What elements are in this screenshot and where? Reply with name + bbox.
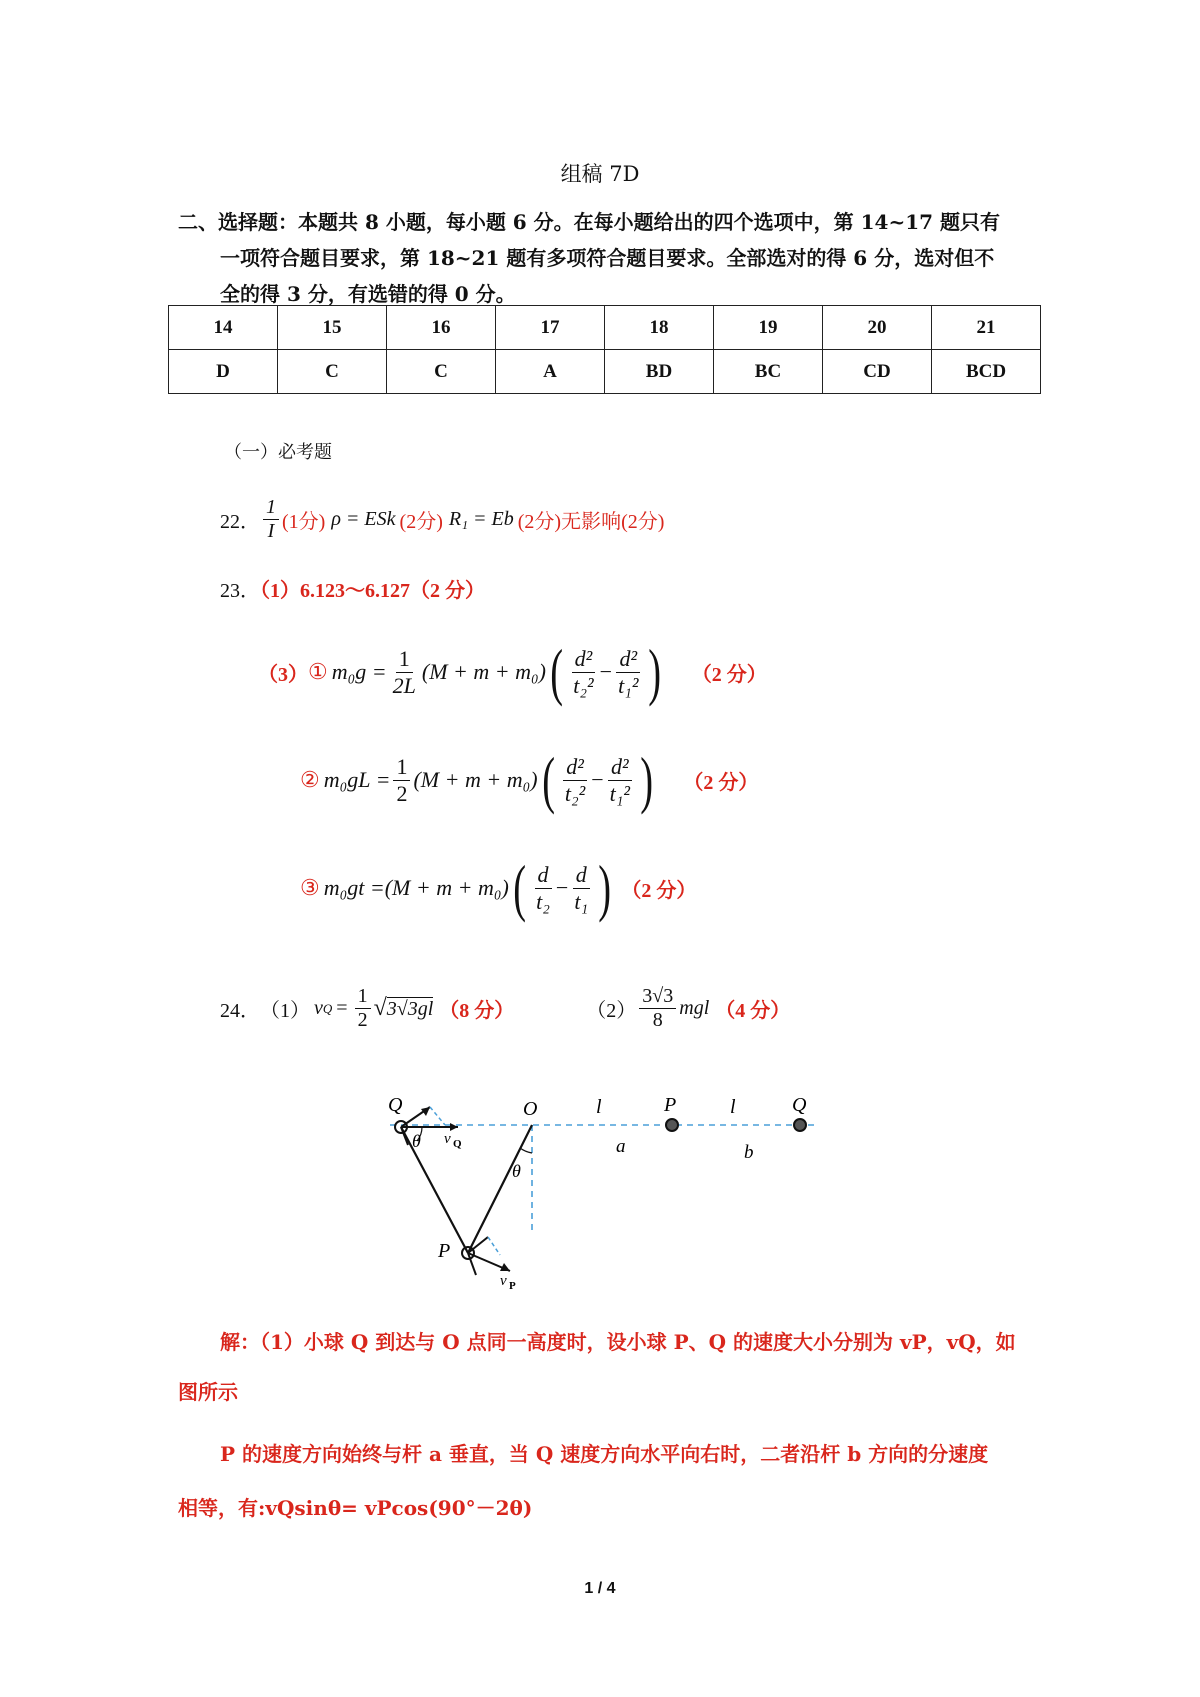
solution-line-4: 相等，有:vQsinθ= vPcos(90°－2θ) [178,1496,533,1520]
question-24-number: 24． [220,1000,260,1022]
ball-q-right [794,1119,806,1131]
score-23-1: （2 分） [691,663,767,686]
rod-velocity-figure [360,1085,840,1295]
eq1-term-b [615,646,641,698]
ball-p-top [666,1119,678,1131]
question-number-cell: 21 [932,306,1041,350]
label-l-2: l [730,1096,736,1118]
answer-2-den: 8 [652,1009,663,1031]
instructions-line-1: 二、选择题：本题共 8 小题，每小题 6 分。在每小题给出的四个选项中，第 14~17 题只有 [178,210,1001,234]
eq1-a-num: d² [572,646,596,672]
solution-line-3: P 的速度方向始终与杆 a 垂直，当 Q 速度方向水平向右时，二者沿杆 b 方向的分速度 [220,1442,989,1466]
answer-cell: C [278,350,387,394]
question-number-cell: 19 [714,306,823,350]
right-paren: ) [648,636,662,707]
half-fraction [355,985,371,1032]
eq2-term-a [562,754,588,806]
eq2-b-den: t₁² [609,780,631,806]
solution-line-1: 解：（1）小球 Q 到达与 O 点同一高度时，设小球 P、Q 的速度大小分别为 vP，vQ，如 [220,1330,1016,1354]
half-num: 1 [355,985,371,1009]
eq1-coef-den: 2L [392,672,416,698]
theta-arc-o [520,1148,532,1153]
eq2-a-den: t₂² [564,780,586,806]
answer-table-header-row [169,306,1041,350]
page-number: 1 / 4 [584,1580,616,1597]
label-p-top: P [664,1094,677,1116]
left-paren: ( [513,852,526,923]
question-number-cell: 15 [278,306,387,350]
resistivity-equation: ρ = ESk [331,508,396,530]
question-number-cell: 18 [605,306,714,350]
eq2-term-b [607,754,633,806]
vq-arrowhead-icon [450,1123,458,1131]
score-24-1: （8 分） [439,1000,515,1022]
q24-part-2-label: （2） [586,1000,637,1022]
vp-projection-dash [488,1237,500,1255]
eq1-mass: (M + m + m₀) [421,659,546,684]
score-22-1: (1分) [282,511,326,533]
label-theta-q: θ [412,1131,421,1151]
circled-one: ① [308,659,328,684]
eq3-term-a [533,862,553,914]
reciprocal-i-fraction [263,496,279,543]
right-paren: ) [640,744,654,815]
eq3-term-b [571,862,591,914]
label-q-right: Q [792,1094,807,1116]
eq2-lhs: m₀gL = [323,767,391,792]
answer-2-fraction [639,985,676,1032]
vq-projection-dash [430,1107,445,1125]
eq3-b-num: d [573,862,590,888]
question-24 [220,985,790,1032]
answer-cell: BCD [932,350,1041,394]
question-number-cell: 17 [496,306,605,350]
fraction-numerator: 1 [263,496,279,520]
circled-three: ③ [300,875,320,900]
sqrt-icon: √ [373,995,387,1021]
label-vq: v [444,1131,451,1147]
half-den: 2 [357,1009,368,1031]
equation-23-3 [300,852,697,923]
left-paren: ( [541,744,555,815]
eq2-coef-num: 1 [393,754,410,780]
q24-part-1-label: （1） [260,1000,310,1022]
instructions-line-3: 全的得 3 分，有选错的得 0 分。 [220,282,516,306]
vq-symbol: v [314,997,323,1019]
eq3-lhs: m₀gt = [323,875,385,900]
eq1-a-den: t₂² [573,672,594,698]
eq1-b-den: t₁² [618,672,639,698]
question-22 [220,496,664,543]
equals-sign: = [336,997,348,1019]
answer-table [168,305,1041,394]
question-23-answer-1: （1）6.123～6.127（2 分） [260,580,485,602]
right-paren: ) [598,852,612,923]
eq1-coefficient [390,646,419,698]
resistance-equation: R₁ = Eb [448,508,514,530]
eq1-term-a [570,646,596,698]
eq2-mass: (M + m + m₀) [413,767,538,792]
minus-sign: − [591,767,604,792]
question-number-cell: 16 [387,306,496,350]
minus-sign: − [555,875,569,900]
equation-23-2 [300,744,759,815]
answer-cell: BD [605,350,714,394]
label-q-left: Q [388,1094,403,1116]
rod-a-line [468,1125,532,1253]
sqrt-body: 3√3gl [386,997,434,1020]
answer-2-num: 3√3 [639,985,676,1009]
eq2-a-num: d² [563,754,587,780]
vq-subscript: Q [322,1000,333,1016]
eq3-b-den: t₁ [574,888,589,914]
score-22-2: (2分) [399,511,443,533]
part-3-label: （3） [258,663,308,686]
label-vq-sub: Q [453,1138,462,1150]
answer-table-answer-row [169,350,1041,394]
instructions-line-2: 一项符合题目要求，第 18~21 题有多项符合题目要求。全部选对的得 6 分，选对但不 [220,246,995,270]
eq1-b-num: d² [616,646,640,672]
eq1-coef-num: 1 [396,646,413,672]
eq3-a-den: t₂ [536,888,550,914]
eq3-a-num: d [535,862,552,888]
label-o: O [523,1098,538,1120]
minus-sign: − [599,659,613,684]
score-22-3: (2分)无影响(2分) [517,511,665,533]
equation-23-1 [258,636,767,707]
eq2-b-num: d² [608,754,632,780]
question-23-number: 23． [220,580,260,602]
eq3-mass: (M + m + m₀) [384,875,509,900]
score-23-2: （2 分） [683,771,759,794]
circled-two: ② [300,767,320,792]
label-vp-sub: P [509,1280,516,1292]
answer-cell: D [169,350,278,394]
solution-line-2: 图所示 [178,1380,238,1404]
label-l-1: l [596,1096,602,1118]
fraction-denominator: I [267,520,275,542]
document-title: 组稿 7D [560,162,640,186]
label-rod-a: a [616,1136,626,1157]
answer-cell: BC [714,350,823,394]
solution-paragraph-1 [220,1322,1040,1362]
answer-cell: A [496,350,605,394]
eq2-coef-den: 2 [396,780,408,806]
label-theta-o: θ [512,1161,521,1181]
eq2-coefficient [393,754,410,806]
question-23-part-1 [220,574,485,603]
label-rod-b: b [744,1142,754,1163]
score-23-3: （2 分） [621,879,697,902]
question-22-number: 22． [220,511,260,533]
answer-2-tail: mgl [679,997,710,1019]
answer-cell: CD [823,350,932,394]
question-number-cell: 20 [823,306,932,350]
left-paren: ( [550,636,564,707]
section-instructions [178,204,1038,312]
answer-cell: C [387,350,496,394]
score-24-2: （4 分） [715,1000,791,1022]
question-number-cell: 14 [169,306,278,350]
required-questions-heading: （一）必考题 [224,442,332,463]
eq1-lhs: m₀g = [331,659,387,684]
label-vp: v [500,1273,507,1289]
label-p-bottom: P [438,1240,451,1262]
